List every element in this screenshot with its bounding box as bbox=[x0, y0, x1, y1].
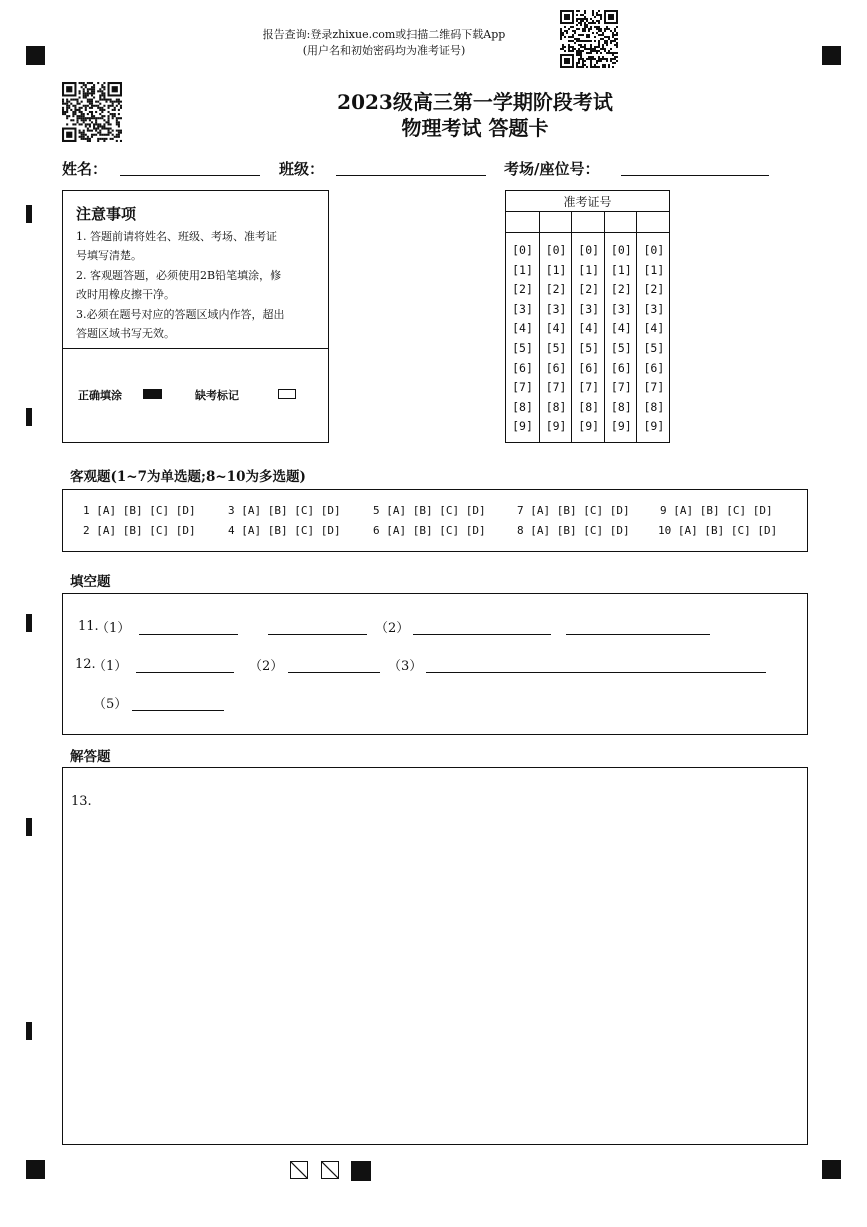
ticket-digit-bubble[interactable]: [1] bbox=[545, 262, 567, 277]
ticket-digit-bubble[interactable]: [9] bbox=[643, 419, 665, 434]
q12-part2-label: （2） bbox=[249, 659, 284, 674]
ticket-digit-bubble[interactable]: [9] bbox=[545, 419, 567, 434]
ticket-label: 准考证号 bbox=[563, 195, 612, 209]
objective-q3[interactable]: 3 [A] [B] [C] [D] bbox=[228, 504, 341, 517]
notice-line: 号填写清楚。 bbox=[76, 249, 142, 262]
ticket-digit-bubble[interactable]: [5] bbox=[545, 341, 567, 355]
notice-line: 改时用橡皮擦干净。 bbox=[76, 288, 175, 301]
ticket-digit-bubble[interactable]: [8] bbox=[578, 399, 600, 414]
ticket-digit-bubble[interactable]: [9] bbox=[512, 419, 533, 434]
ticket-digit-bubble[interactable]: [4] bbox=[643, 321, 665, 336]
q12-number: 12. bbox=[75, 657, 96, 672]
ticket-digit-bubble[interactable]: [5] bbox=[643, 341, 665, 355]
ticket-column bbox=[539, 211, 573, 443]
q12-part5-label: （5） bbox=[93, 697, 128, 712]
ticket-digit-bubble[interactable]: [0] bbox=[545, 243, 567, 257]
ticket-digit-bubble[interactable]: [1] bbox=[643, 262, 665, 277]
ticket-digit-bubble[interactable]: [4] bbox=[610, 321, 632, 336]
q11-blank4[interactable] bbox=[566, 634, 710, 635]
q13-number: 13. bbox=[71, 794, 92, 809]
ticket-digit-bubble[interactable]: [0] bbox=[578, 243, 600, 257]
objective-q10[interactable]: 10 [A] [B] [C] [D] bbox=[658, 524, 778, 537]
ticket-digit-bubble[interactable]: [3] bbox=[545, 301, 567, 316]
ticket-digit-bubble[interactable]: [1] bbox=[512, 262, 533, 277]
ticket-digit-bubble[interactable]: [6] bbox=[643, 360, 665, 375]
q11-blank3[interactable] bbox=[413, 634, 551, 635]
corner-mark-bottom-left bbox=[26, 1160, 45, 1179]
ticket-digit-bubble[interactable]: [3] bbox=[512, 301, 533, 316]
objective-q2[interactable]: 2 [A] [B] [C] [D] bbox=[83, 524, 196, 537]
notice-divider bbox=[63, 348, 328, 349]
class-label: 班级： bbox=[279, 160, 325, 178]
ticket-digit-bubble[interactable]: [6] bbox=[545, 360, 567, 375]
ticket-digit-bubble[interactable]: [8] bbox=[610, 399, 632, 414]
ticket-digit-bubble[interactable]: [9] bbox=[610, 419, 632, 434]
qr-code-icon bbox=[62, 82, 122, 142]
ticket-digit-bubble[interactable]: [5] bbox=[512, 341, 533, 355]
objective-q9[interactable]: 9 [A] [B] [C] [D] bbox=[660, 504, 773, 517]
exam-title: 2023级高三第一学期阶段考试 bbox=[337, 90, 613, 114]
ticket-digit-bubble[interactable]: [6] bbox=[578, 360, 600, 375]
ticket-digit-bubble[interactable]: [0] bbox=[643, 243, 665, 257]
ticket-digit-bubble[interactable]: [4] bbox=[512, 321, 533, 336]
side-mark bbox=[26, 818, 32, 836]
ticket-digit-bubble[interactable]: [3] bbox=[643, 301, 665, 316]
q12-blank5[interactable] bbox=[132, 710, 224, 711]
ticket-digit-bubble[interactable]: [7] bbox=[578, 380, 600, 395]
ticket-digit-bubble[interactable]: [7] bbox=[512, 380, 533, 395]
ticket-digit-bubble[interactable]: [1] bbox=[578, 262, 600, 277]
objective-heading: 客观题(1~7为单选题;8~10为多选题) bbox=[70, 469, 306, 485]
ticket-digit-bubble[interactable]: [2] bbox=[643, 282, 665, 297]
ticket-column bbox=[636, 211, 670, 443]
crossed-box-icon bbox=[290, 1161, 308, 1179]
q12-part3-label: （3） bbox=[388, 659, 423, 674]
ticket-number-box bbox=[505, 190, 670, 443]
ticket-digit-bubble[interactable]: [1] bbox=[610, 262, 632, 277]
q11-part2-label: （2） bbox=[375, 621, 410, 636]
ticket-digit-bubble[interactable]: [2] bbox=[545, 282, 567, 297]
ticket-digit-bubble[interactable]: [3] bbox=[610, 301, 632, 316]
ticket-digit-bubble[interactable]: [2] bbox=[610, 282, 632, 297]
ticket-column bbox=[571, 211, 605, 443]
corner-mark-bottom-right bbox=[822, 1160, 841, 1179]
q12-blank3[interactable] bbox=[426, 672, 766, 673]
notice-line: 2. 客观题答题，必须使用2B铅笔填涂，修 bbox=[76, 269, 282, 282]
objective-q5[interactable]: 5 [A] [B] [C] [D] bbox=[373, 504, 486, 517]
absent-checkbox[interactable] bbox=[278, 389, 296, 399]
absent-mark-label: 缺考标记 bbox=[195, 389, 239, 402]
ticket-digit-bubble[interactable]: [7] bbox=[545, 380, 567, 395]
corner-mark-top-left bbox=[26, 46, 45, 65]
q11-blank2[interactable] bbox=[268, 634, 367, 635]
fill-heading: 填空题 bbox=[70, 574, 111, 590]
ticket-digit-bubble[interactable]: [2] bbox=[578, 282, 600, 297]
notice-line: 答题区域书写无效。 bbox=[76, 327, 175, 340]
corner-mark-top-right bbox=[822, 46, 841, 65]
objective-q4[interactable]: 4 [A] [B] [C] [D] bbox=[228, 524, 341, 537]
objective-q7[interactable]: 7 [A] [B] [C] [D] bbox=[517, 504, 630, 517]
ticket-digit-bubble[interactable]: [9] bbox=[578, 419, 600, 434]
ticket-digit-bubble[interactable]: [0] bbox=[512, 243, 533, 257]
ticket-digit-bubble[interactable]: [3] bbox=[578, 301, 600, 316]
q12-blank2[interactable] bbox=[288, 672, 380, 673]
ticket-digit-bubble[interactable]: [5] bbox=[610, 341, 632, 355]
side-mark bbox=[26, 408, 32, 426]
side-mark bbox=[26, 1022, 32, 1040]
name-field[interactable] bbox=[120, 175, 260, 176]
qr-code-icon bbox=[560, 10, 618, 68]
correct-fill-label: 正确填涂 bbox=[78, 389, 122, 402]
ticket-digit-bubble[interactable]: [4] bbox=[578, 321, 600, 336]
notice-box bbox=[62, 190, 329, 443]
filled-sample-icon bbox=[143, 389, 162, 399]
ticket-column bbox=[604, 211, 638, 443]
q11-part1-label: （1） bbox=[96, 621, 131, 636]
card-title: 物理考试 答题卡 bbox=[401, 116, 549, 140]
notice-line: 3.必须在题号对应的答题区域内作答，超出 bbox=[76, 308, 285, 321]
fill-box bbox=[62, 593, 808, 735]
objective-q8[interactable]: 8 [A] [B] [C] [D] bbox=[517, 524, 630, 537]
objective-q1[interactable]: 1 [A] [B] [C] [D] bbox=[83, 504, 196, 517]
report-query-text: 报告查询:登录zhixue.com或扫描二维码下载App bbox=[262, 28, 506, 41]
ticket-digit-bubble[interactable]: [4] bbox=[545, 321, 567, 336]
q11-number: 11. bbox=[78, 619, 99, 634]
ticket-digit-bubble[interactable]: [7] bbox=[610, 380, 632, 395]
notice-line: 1. 答题前请将姓名、班级、考场、准考证 bbox=[76, 230, 277, 243]
name-label: 姓名： bbox=[62, 160, 108, 178]
ticket-digit-bubble[interactable]: [8] bbox=[643, 399, 665, 414]
q12-blank1[interactable] bbox=[136, 672, 234, 673]
objective-q6[interactable]: 6 [A] [B] [C] [D] bbox=[373, 524, 486, 537]
side-mark bbox=[26, 614, 32, 632]
q12-part1-label: （1） bbox=[93, 659, 128, 674]
class-field[interactable] bbox=[336, 175, 486, 176]
ticket-digit-bubble[interactable]: [6] bbox=[610, 360, 632, 375]
solution-heading: 解答题 bbox=[70, 749, 111, 765]
ticket-digit-bubble[interactable]: [6] bbox=[512, 360, 533, 375]
side-mark bbox=[26, 205, 32, 223]
objective-box bbox=[62, 489, 808, 552]
solution-box[interactable] bbox=[62, 767, 808, 1145]
q11-blank1[interactable] bbox=[139, 634, 238, 635]
crossed-box-icon bbox=[321, 1161, 339, 1179]
ticket-digit-bubble[interactable]: [8] bbox=[512, 399, 533, 414]
ticket-digit-bubble[interactable]: [8] bbox=[545, 399, 567, 414]
ticket-digit-columns bbox=[506, 211, 669, 443]
filled-box-icon bbox=[351, 1161, 371, 1181]
seat-label: 考场/座位号： bbox=[504, 160, 600, 178]
ticket-digit-bubble[interactable]: [5] bbox=[578, 341, 600, 355]
ticket-digit-bubble[interactable]: [7] bbox=[643, 380, 665, 395]
account-note-text: (用户名和初始密码均为准考证号) bbox=[302, 44, 466, 57]
notice-heading: 注意事项 bbox=[76, 205, 137, 223]
ticket-column bbox=[506, 211, 539, 443]
ticket-digit-bubble[interactable]: [0] bbox=[610, 243, 632, 257]
ticket-digit-bubble[interactable]: [2] bbox=[512, 282, 533, 297]
seat-field[interactable] bbox=[621, 175, 769, 176]
